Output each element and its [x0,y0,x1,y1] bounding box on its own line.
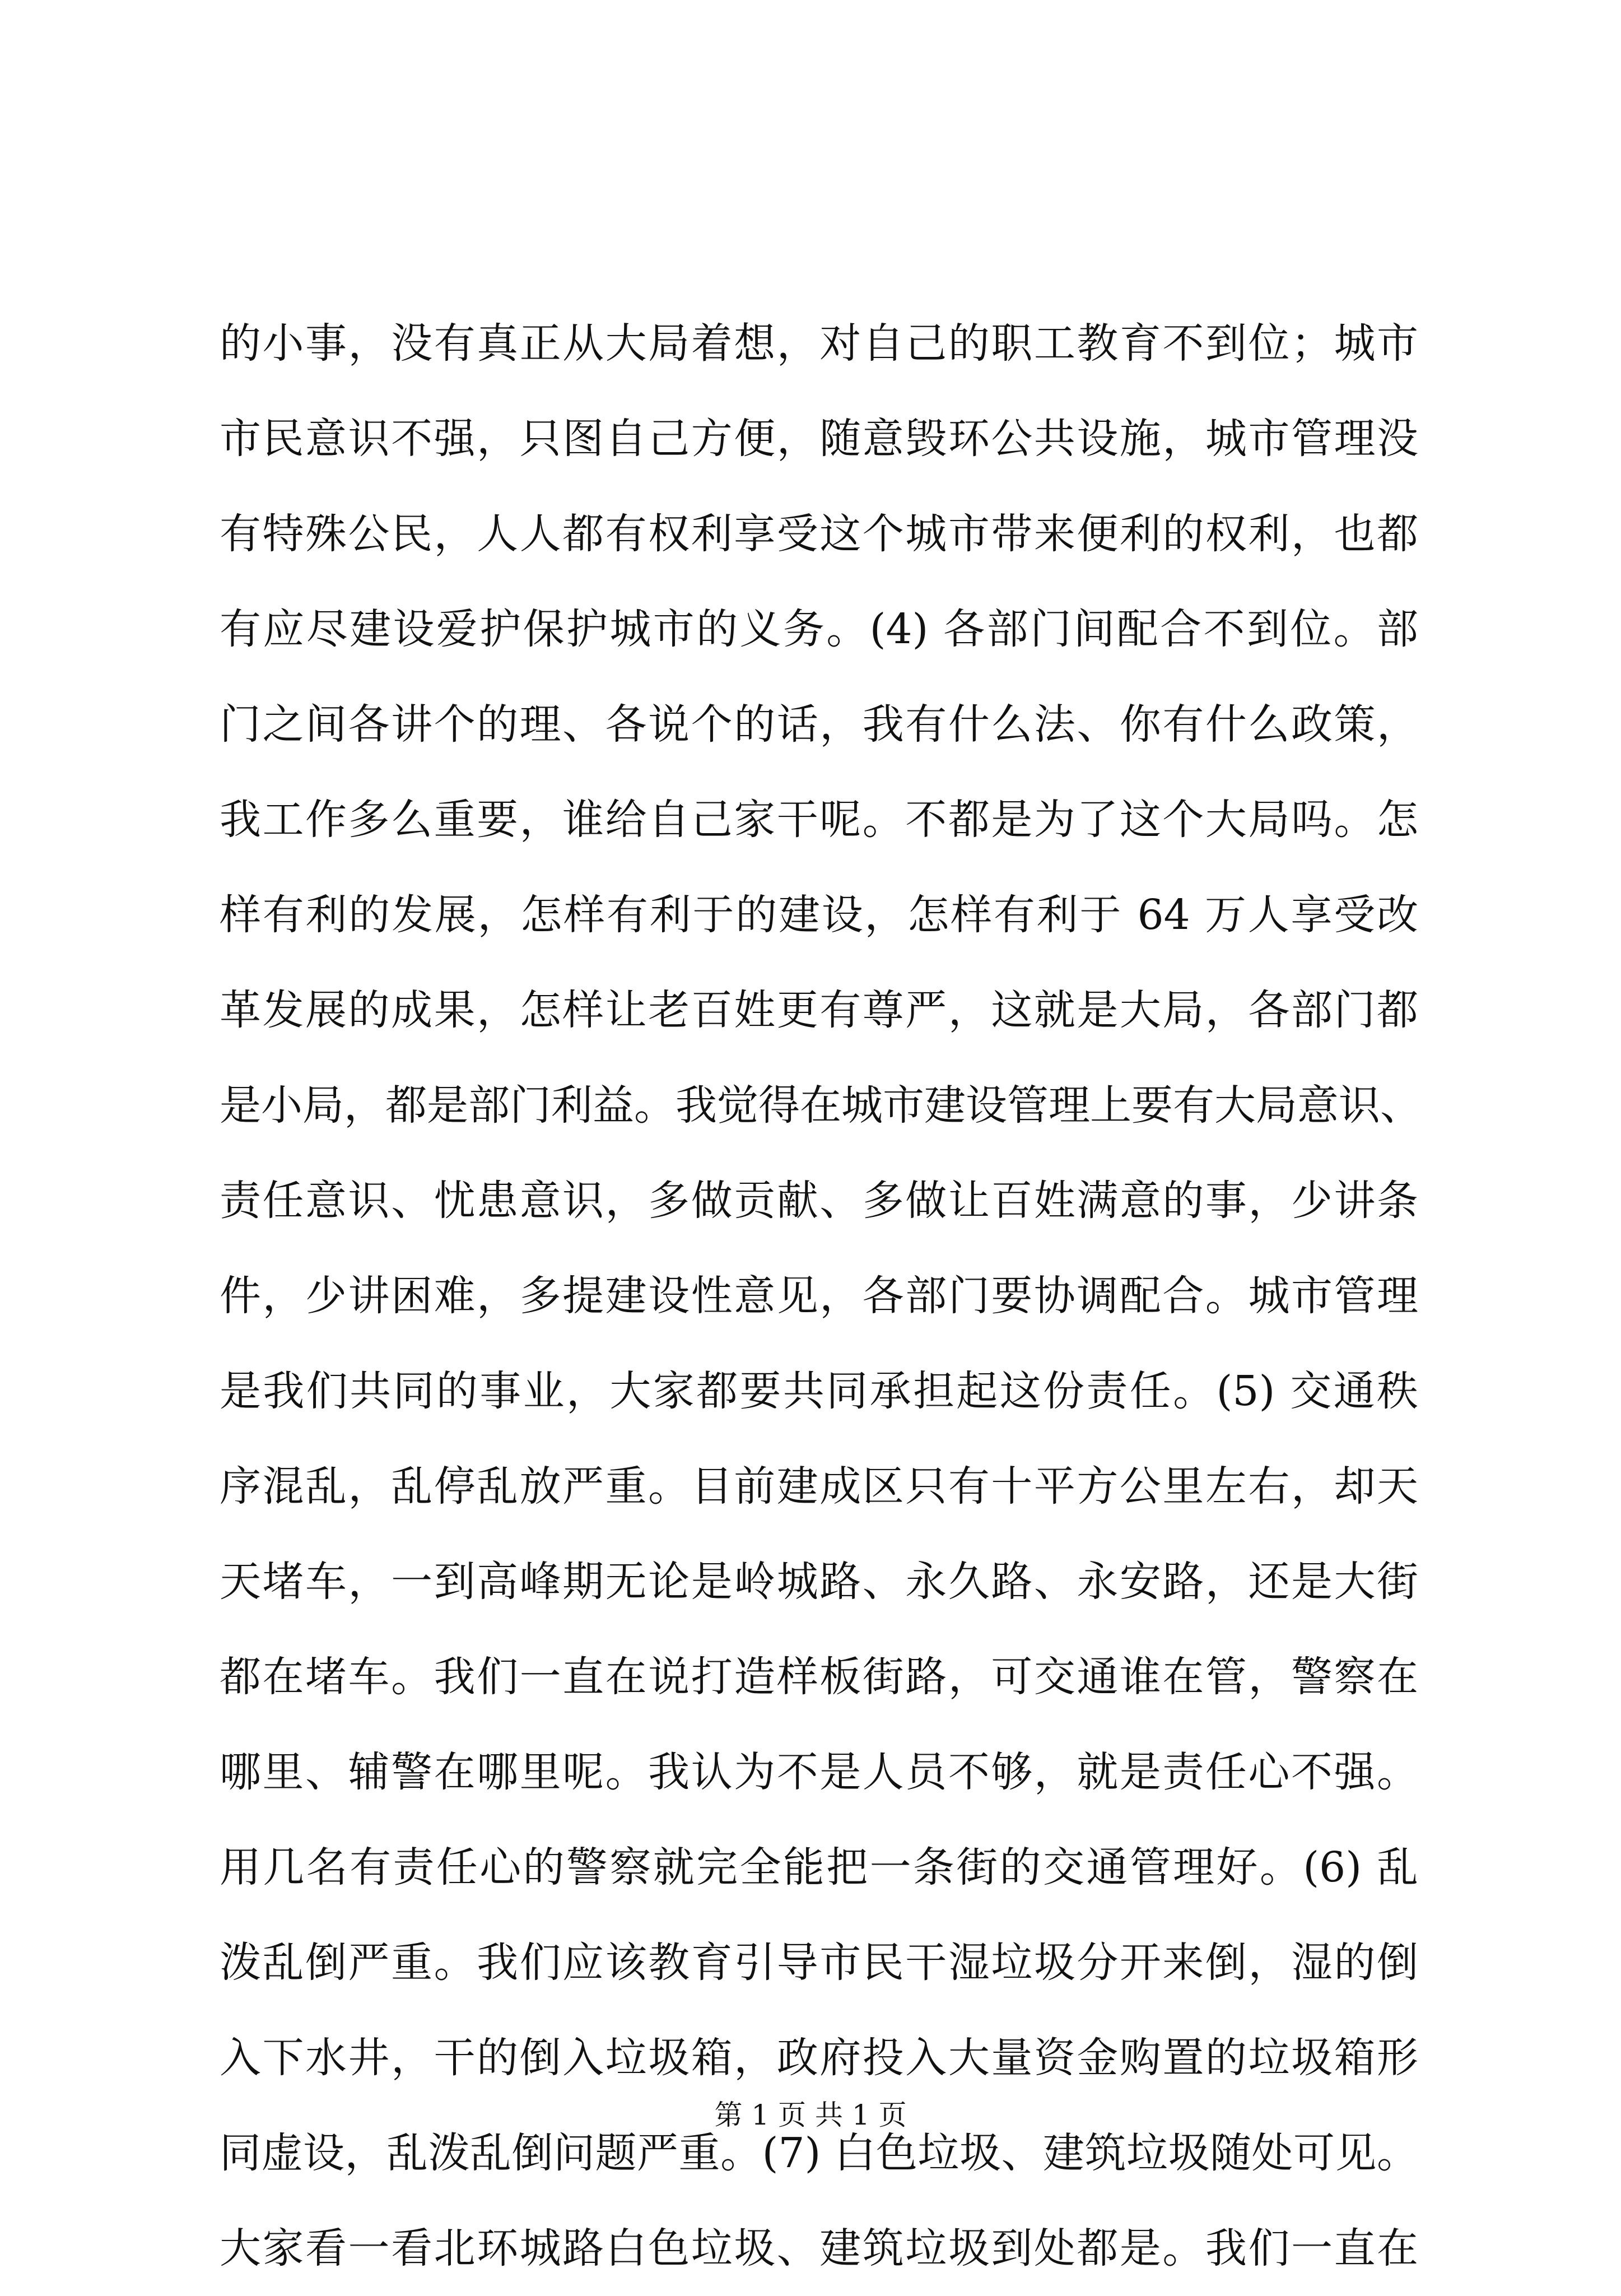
text-line: 是小局，都是部门利益。我觉得在城市建设管理上要有大局意识、 [220,1081,1422,1130]
text-line: 序混乱，乱停乱放严重。目前建成区只有十平方公里左右，却天 [220,1462,1418,1510]
text-line: 市民意识不强，只图自己方便，随意毁环公共设施，城市管理没 [220,415,1418,463]
text-line: 有应尽建设爱护保护城市的义务。(4) 各部门间配合不到位。部 [220,605,1418,653]
text-line: 样有利的发展，怎样有利于的建设，怎样有利于 64 万人享受改 [220,891,1418,939]
text-line: 入下水井，干的倒入垃圾箱，政府投入大量资金购置的垃圾箱形 [220,2034,1418,2082]
text-line: 大家看一看北环城路白色垃圾、建筑垃圾到处都是。我们一直在 [220,2224,1418,2272]
text-line: 有特殊公民，人人都有权利享受这个城市带来便利的权利，也都 [220,510,1418,558]
text-line: 责任意识、忧患意识，多做贡献、多做让百姓满意的事，少讲条 [220,1177,1418,1225]
text-line: 门之间各讲个的理、各说个的话，我有什么法、你有什么政策， [220,700,1418,749]
text-line: 的小事，没有真正从大局着想，对自己的职工教育不到位；城市 [220,319,1418,368]
body-text [220,296,1422,2296]
text-line: 件，少讲困难，多提建设性意见，各部门要协调配合。城市管理 [220,1272,1418,1320]
page-footer: 第 1 页 共 1 页 [714,2099,907,2131]
text-line: 革发展的成果，怎样让老百姓更有尊严，这就是大局，各部门都 [220,986,1418,1034]
text-line: 同虚设，乱泼乱倒问题严重。(7) 白色垃圾、建筑垃圾随处可见。 [220,2129,1418,2177]
text-line: 都在堵车。我们一直在说打造样板街路，可交通谁在管，警察在 [220,1653,1418,1701]
text-line: 泼乱倒严重。我们应该教育引导市民干湿垃圾分开来倒，湿的倒 [220,1939,1418,1987]
text-line: 用几名有责任心的警察就完全能把一条街的交通管理好。(6) 乱 [220,1843,1418,1891]
text-line: 是我们共同的事业，大家都要共同承担起这份责任。(5) 交通秩 [220,1367,1418,1415]
text-line: 天堵车，一到高峰期无论是岭城路、永久路、永安路，还是大街 [220,1558,1418,1606]
text-line: 哪里、辅警在哪里呢。我认为不是人员不够，就是责任心不强。 [220,1748,1418,1796]
text-line: 我工作多么重要，谁给自己家干呢。不都是为了这个大局吗。怎 [220,796,1418,844]
